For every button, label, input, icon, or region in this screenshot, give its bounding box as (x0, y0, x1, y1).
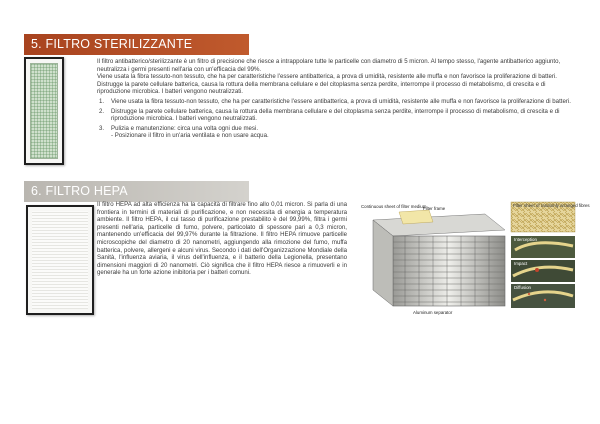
list-item: 1. Viene usata la fibra tessuto-non tessuto, che ha per caratteristiche l'essere antibatterica, a prova di umidità, resistente alle muffa e non favorisce la proliferazione di batteri. (99, 97, 571, 105)
hepa-filter-description (97, 201, 347, 277)
label-filter-frame: Filter frame (423, 206, 446, 211)
sterilizing-filter-description (97, 58, 575, 142)
list-item: 2. Distrugge la parete cellulare batterica, causa la rottura della membrana cellulare e del citoplasma senza perdite, interrompe il processo di metabolismo, di crescita e di riproduzione microbica. I batteri vengono neutralizzati. (99, 107, 560, 123)
intro-paragraph-1: Il filtro antibatterico/sterilizzante è un filtro di precisione che riesce a intrappolare tutte le particelle con diametro di 5 micron. Al tempo stesso, l'agente antibatterico aggiunto, neutralizza i germi presenti nell'aria con un'efficacia del 99%. (97, 58, 561, 73)
hepa-filter-image (26, 205, 94, 315)
section-5-title: 5. FILTRO STERILIZZANTE (24, 34, 249, 55)
sterilizing-filter-image (24, 57, 64, 165)
list-item: 3. Pulizia e manutenzione: circa una volta ogni due mesi. - Posizionare il filtro in un'aria ventilata e non usare acqua. (99, 124, 269, 140)
feature-list (97, 98, 575, 140)
label-aluminum-separator: Aluminum separator (413, 310, 453, 315)
label-interception: Interception (514, 237, 537, 242)
label-diffusion: Diffusion (514, 285, 532, 290)
pleated-filter-block (373, 210, 505, 306)
hepa-paragraph: Il filtro HEPA ad alta efficienza ha la capacità di filtrare fino allo 0,01 micron. Si parla di una frontiera in termini di materiali di purificazione, e non necessita di energia a temperatura ambiente. Il filtro HEPA, il cui tasso di purificazione prestabilito è del 99,99%, filtra i germi presenti nell'aria, particelle di fumo, polvere, particolato di spessore pari a 0,3 micron, mantenendo un'efficacia del 99,97% durante la filtrazione. Il filtro HEPA rimuove particelle microscopiche del diametro di 20 nanometri, aggiungendo alla rimozione del fumo, muffa batterica, polvere, allergeni e alcuni virus. Secondo i dati dell'Organizzazione Mondiale della Sanità, l'influenza aviaria, il virus dell'influenza, e il batterio della Legionella, presentano dimensioni maggiori di 20 nanometri. Ciò significa che il filtro HEPA riesce a rimuoverli e in generale ha un forte azione inibitoria per i batteri comuni. (97, 201, 347, 277)
label-impact: Impact (514, 261, 528, 266)
label-continuous-sheet: Continuous sheet of filter medium (361, 204, 427, 209)
fibre-illustrations (511, 202, 575, 308)
label-filter-sheet-fibres: Filter sheet of randomly arranged fibres (513, 203, 590, 208)
section-6-title: 6. FILTRO HEPA (24, 181, 249, 202)
hepa-structure-diagram (359, 200, 590, 320)
intro-paragraph-2: Viene usata la fibra tessuto-non tessuto, che ha per caratteristiche l'essere antibatterica, a prova di umidità, resistente alle muffa e non favorisce la proliferazione di batteri. Distrugge la parete cellulare batterica, causa la rottura della membrana cellulare e del citoplasma senza perdite, interrompe il processo di metabolismo, di crescita e di riproduzione microbica. I batteri vengono neutralizzati. (97, 73, 557, 96)
